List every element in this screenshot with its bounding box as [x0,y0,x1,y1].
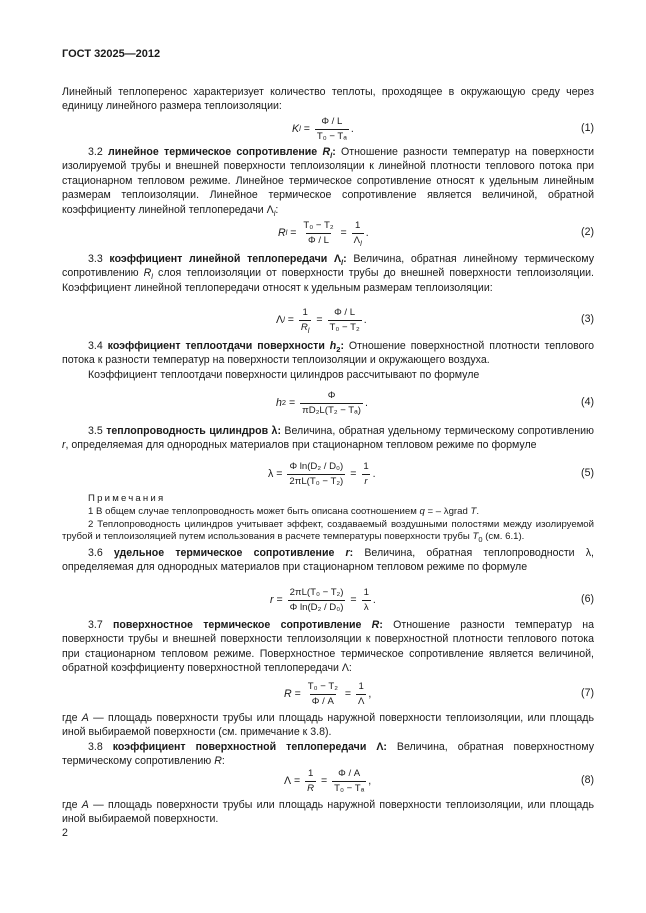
eq2-lhs: R [278,226,286,239]
eq3-lhs: Λ [276,313,284,326]
equation-8-number: (8) [581,774,594,786]
s35-term: теплопроводность цилиндров λ [106,425,278,437]
equation-4 [0,386,646,420]
section-3-7 [62,618,594,676]
equation-1-formula: K l = $\frac{\Phi / L}{\text{T₀ − Tₐ}}$ . [292,115,354,142]
equation-6 [0,583,646,617]
s32-text: Отношение разности температур на поверхности изолируемой трубы и внешней поверхности теплоизоляции к линейной плотности теплового потока при стационарном тепловом режиме. Линейное термическое сопротивление относят к удельным линейным размерам теплоизоляции. Линейное термическое сопротивление является величиной, обратной коэффициенту линейной теплопередачи Λ [62,146,594,216]
equation-5-number: (5) [581,467,594,479]
s36-num: 3.6 [88,547,114,559]
eq1-lhs: K [292,122,300,135]
equation-4-number: (4) [581,396,594,408]
s32-colon: : [332,146,336,158]
s34-colon: : [340,340,344,352]
s34-sym: h [329,340,337,352]
s37-num: 3.7 [88,619,114,631]
section-3-2 [62,145,594,217]
equation-8-formula: Λ = $\frac{1}{R}$ = $\frac{\Phi / A}{\text{T₀ − Tₐ}}$ , [284,767,372,794]
s37-where-A: A [81,712,89,724]
eq3-tail: . [363,313,367,326]
s33-sym-sub: l [151,272,153,282]
equation-3-number: (3) [581,313,594,325]
s35-sym: r [62,439,66,452]
section-3-4 [62,339,594,368]
s33-sub: l [341,258,344,268]
s33-text-a: Величина, обратная линейному термическому сопротивлению [62,253,594,280]
equation-3 [0,303,646,337]
s32-end: : [275,203,279,216]
note-1-q: q [419,505,425,517]
s35-text-b: , определяемая для однородных материалов при стационарном тепловом режиме по формуле [65,439,537,452]
note-1-c: . [476,505,479,517]
notes-title: Примечания [88,493,166,504]
eq2-numerator-2: 1 [355,219,361,231]
eq3-numerator-2: Φ / L [334,306,356,318]
s37-where-a: где [62,712,82,724]
s38-num: 3.8 [88,741,113,753]
equation-2 [0,216,646,250]
eq2-numerator-1: T₀ − T₂ [303,219,334,231]
eq8-denominator-1: R [307,782,315,794]
section-3-6 [62,546,594,575]
eq4-lhs: h [276,396,282,409]
note-2-b: (см. 6.1). [482,531,525,543]
eq2-lhs-sub: l [285,228,288,237]
eq4-tail: . [364,396,368,409]
s32-end-sub: l [273,208,276,218]
equation-5 [0,457,646,491]
eq1-tail: . [350,122,354,135]
eq3-lhs-sub: l [283,315,285,324]
eq7-denominator-2: Λ [358,695,365,707]
eq8-numerator-1: 1 [307,767,314,779]
s36-colon: : [349,547,354,559]
eq2-denominator-2-sub: l [360,238,362,248]
s38-text-a: Величина, обратная поверхностному термическому сопротивлению [62,741,594,768]
eq5-tail: . [372,467,376,480]
equation-5-formula: λ = $\frac{\text{Φ ln(D₂ / D₀)}}{\text{2πL(T₀ − T₂)}}$ = $\frac{1}{r}$ . [268,460,376,487]
section-3-5 [62,424,594,453]
s38-sym: R [214,755,222,768]
eq5-lhs: λ [268,467,274,480]
s33-colon: : [343,253,347,265]
notes-block [62,493,594,544]
note-1 [62,506,594,519]
eq5-numerator-2: 1 [363,460,369,472]
equation-7 [0,677,646,711]
eq3-denominator-2: T₀ − T₂ [329,321,360,333]
s38-term: коэффициент поверхностной теплопередачи Λ [112,741,384,753]
equation-4-formula: h 2 = $\frac{\Phi}{\text{πD₂L(T₂ − Tₐ)}}$ . [276,389,368,416]
s32-sym: R [322,146,331,158]
s33-text-b: слоя теплоизоляции от поверхности трубы до внешней поверхности теплоизоляции. Коэффициент линейной теплопередачи относят к удельным размерам теплоизоляции: [62,267,595,294]
eq5-denominator-1: 2πL(T₀ − T₂) [289,475,344,487]
note-2 [62,519,594,545]
eq2-denominator-2: Λ [353,234,361,246]
eq3-denominator-1-sub: l [307,325,310,335]
equation-3-formula: Λ l = $\frac{1}{R_l}$ = $\frac{\Phi / L}{\text{T₀ − T₂}}$ . [276,306,367,335]
s35-num: 3.5 [88,425,107,437]
s34-term: коэффициент теплоотдачи поверхности [107,340,330,352]
s37-sym: R [371,619,380,631]
equation-1 [0,112,646,146]
equation-8 [0,764,646,798]
eq6-denominator-2: λ [363,601,369,613]
eq3-denominator-1: R [300,321,308,333]
equation-2-formula: R l = $\frac{\text{T₀ − T₂}}{\Phi / L}$ = $\frac{1}{\Lambda_l}$ . [278,219,369,248]
eq1-numerator: Φ / L [321,115,343,127]
s37-text: Отношение разности температур на поверхности трубы и внешней поверхности теплоизоляции к поверхностной плотности теплового потока при стационарном тепловом режиме. Поверхностное термическое сопротивление является величиной, обратной коэффициенту поверхностной теплопередачи Λ: [62,619,595,675]
equation-2-number: (2) [581,226,594,238]
eq2-denominator-1: Φ / L [308,234,329,246]
eq1-denominator: T₀ − Tₐ [316,130,347,142]
equation-7-number: (7) [581,687,594,699]
note-1-T: T [470,505,477,517]
s35-colon: : [277,425,281,437]
intro-paragraph: Линейный теплоперенос характеризует количество теплоты, проходящее в окружающую среду через единицу линейного размера теплоизоляции: [62,86,594,113]
s32-sub: l [330,151,333,161]
s37-colon: : [379,619,383,631]
equation-6-formula: r = $\frac{\text{2πL(T₀ − T₂)}}{\text{Φ ln(D₂ / D₀)}}$ = $\frac{1}{\lambda}$ . [270,586,376,613]
s34-num: 3.4 [88,340,108,352]
note-2-sub: 0 [478,535,483,545]
note-2-T: T [472,531,479,543]
section-3-3 [62,252,594,295]
s38-text-b: : [221,755,225,768]
note-1-b: = – λgrad [424,505,471,517]
equation-6-number: (6) [581,593,594,605]
eq6-numerator-1: 2πL(T₀ − T₂) [289,586,344,598]
note-2-a: 2 Теплопроводность цилиндров учитывает эффект, создаваемый воздушными полостями между изолируемой трубой и теплоизоляцией путем использования в расчете температуры поверхности трубы [62,518,594,543]
page-number: 2 [62,827,68,839]
s37-term: поверхностное термическое сопротивление [113,619,372,631]
s32-num: 3.2 [88,146,108,158]
eq6-lhs: r [270,593,274,606]
section-3-4-formula-intro: Коэффициент теплоотдачи поверхности цилиндров рассчитывают по формуле [88,369,480,381]
eq2-tail: . [365,226,369,239]
eq7-lhs: R [284,687,292,700]
eq4-denominator: πD₂L(T₂ − Tₐ) [302,404,361,416]
eq5-denominator-2: r [364,475,368,487]
eq6-numerator-2: 1 [363,586,369,598]
eq8-lhs: Λ [284,774,292,787]
eq8-numerator-2: Φ / A [338,767,361,779]
s36-sym: r [345,547,350,559]
eq8-tail: , [368,774,372,787]
s36-text: Величина, обратная теплопроводности λ, определяемая для однородных материалов при стационарном тепловом режиме по формуле [62,547,594,574]
s35-text-a: Величина, обратная удельному термическому сопротивлению [280,425,595,437]
s38-colon: : [383,741,387,753]
eq4-numerator: Φ [327,389,336,401]
equation-7-formula: R = $\frac{\text{T₀ − T₂}}{\Phi / A}$ = $\frac{1}{\Lambda}$ , [284,680,372,707]
eq3-numerator-1: 1 [302,306,308,318]
eq6-denominator-1: Φ ln(D₂ / D₀) [289,601,344,613]
document-header: ГОСТ 32025—2012 [62,48,161,60]
s34-text: Отношение поверхностной плотности теплового потока к разности температур на поверхности теплоизоляции и окружающего воздуха. [62,340,595,367]
s38-where-a: где [62,799,82,811]
eq7-numerator-1: T₀ − T₂ [307,680,338,692]
section-3-7-where [62,711,594,740]
s36-term: удельное термическое сопротивление [113,547,346,559]
eq6-tail: . [372,593,376,606]
eq7-tail: , [368,687,372,700]
s33-num: 3.3 [88,253,110,265]
section-3-8-where [62,798,594,827]
s33-term: коэффициент линейной теплопередачи Λ [109,253,342,265]
s33-sym: R [143,267,152,280]
eq1-lhs-sub: l [299,124,301,133]
eq8-denominator-2: T₀ − Tₐ [334,782,365,794]
s38-where-A: A [81,799,89,811]
equation-1-number: (1) [581,122,594,134]
eq7-denominator-1: Φ / A [311,695,334,707]
s38-where-b: — площадь поверхности трубы или площадь наружной поверхности теплоизоляции, или площадь иной выбираемой поверхности. [62,799,594,826]
eq5-numerator-1: Φ ln(D₂ / D₀) [289,460,344,472]
note-1-a: 1 В общем случае теплопроводность может быть описана соотношением [88,505,420,517]
s37-where-b: — площадь поверхности трубы или площадь наружной поверхности теплоизоляции, или площадь иной выбираемой поверхности (см. примечание к 3.8). [62,712,594,739]
eq7-numerator-2: 1 [358,680,364,692]
s34-sub: 2 [336,345,341,355]
s32-term: линейное термическое сопротивление [107,146,318,158]
